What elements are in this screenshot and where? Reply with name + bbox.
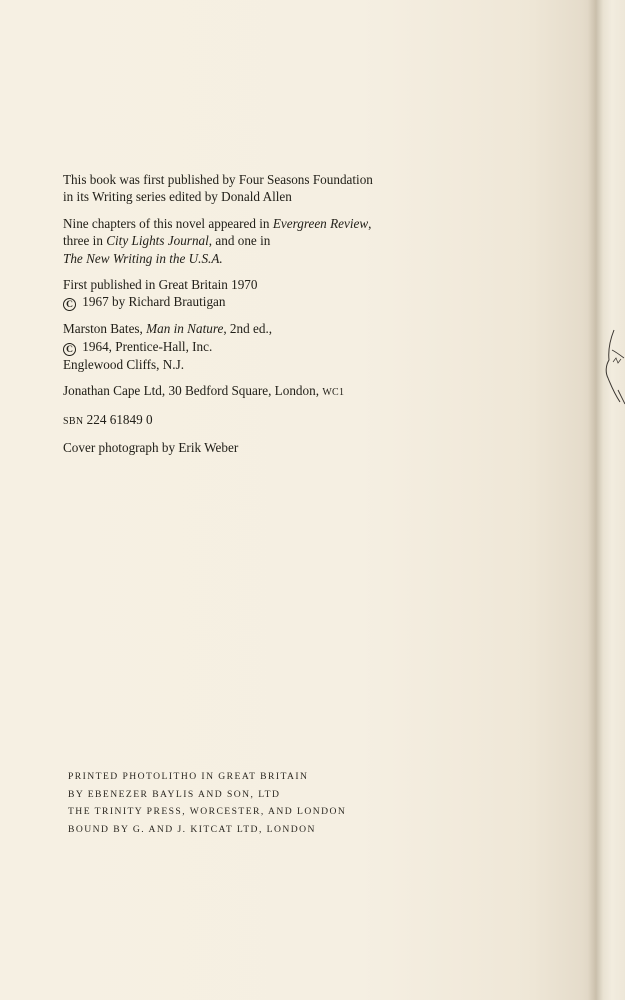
first-published-note xyxy=(63,276,423,311)
printer-line-3: THE TRINITY PRESS, WORCESTER, AND LONDON xyxy=(68,806,347,818)
chapters-text: , and one in xyxy=(208,233,271,249)
sbn-value: 224 61849 0 xyxy=(83,411,153,427)
publisher-line xyxy=(63,382,423,401)
quotation-credit-line-2 xyxy=(63,338,423,356)
printer-imprint xyxy=(68,768,346,838)
publication-note xyxy=(63,171,423,206)
chapters-punct: , xyxy=(368,215,372,231)
facing-page-edge xyxy=(596,0,625,1000)
quoted-title: Man in Nature xyxy=(146,321,224,337)
chapters-text: Nine chapters of this novel appeared in xyxy=(63,215,273,231)
first-published-line: First published in Great Britain 1970 xyxy=(63,277,258,293)
printer-line-4: BOUND BY G. AND J. KITCAT LTD, LONDON xyxy=(68,823,316,835)
quotation-credit xyxy=(63,320,423,373)
quoted-author: Marston Bates, xyxy=(63,321,147,337)
chapters-note xyxy=(63,215,423,267)
colophon-text xyxy=(63,171,423,465)
journal-title-city-lights: City Lights Journal xyxy=(106,233,209,249)
journal-title-evergreen: Evergreen Review xyxy=(272,215,369,231)
printer-line-2: BY EBENEZER BAYLIS AND SON, LTD xyxy=(68,788,281,800)
handwriting-fragment-icon xyxy=(596,0,625,1000)
publication-line-2: in its Writing series edited by Donald Allen xyxy=(63,189,292,205)
quotation-credit-line-3: Englewood Cliffs, N.J. xyxy=(63,356,185,372)
chapters-text: three in xyxy=(63,233,107,249)
printer-line-1: PRINTED PHOTOLITHO IN GREAT BRITAIN xyxy=(68,771,309,782)
journal-title-new-writing: The New Writing in the U.S.A. xyxy=(63,250,223,266)
sbn-line xyxy=(63,411,423,430)
publisher-text: Jonathan Cape Ltd, 30 Bedford Square, London, xyxy=(63,383,323,399)
sbn-label: SBN xyxy=(63,415,84,427)
publisher-address xyxy=(63,382,423,401)
publication-line-1: This book was first published by Four Seasons Foundation xyxy=(63,172,373,187)
cover-credit xyxy=(63,439,423,456)
publisher-postcode: WC1 xyxy=(322,387,345,399)
copyright-symbol: C xyxy=(63,343,76,356)
sbn-number xyxy=(63,411,423,430)
quotation-credit-line-1 xyxy=(63,320,423,337)
quoted-edition: , 2nd ed., xyxy=(223,321,273,337)
chapters-line-1 xyxy=(63,215,423,232)
quoted-copyright-text: 1964, Prentice-Hall, Inc. xyxy=(79,338,213,354)
chapters-line-2 xyxy=(63,232,423,249)
cover-credit-text: Cover photograph by Erik Weber xyxy=(63,440,239,456)
copyright-symbol: C xyxy=(63,298,76,311)
copyright-line xyxy=(63,293,423,311)
copyright-text: 1967 by Richard Brautigan xyxy=(79,294,226,310)
